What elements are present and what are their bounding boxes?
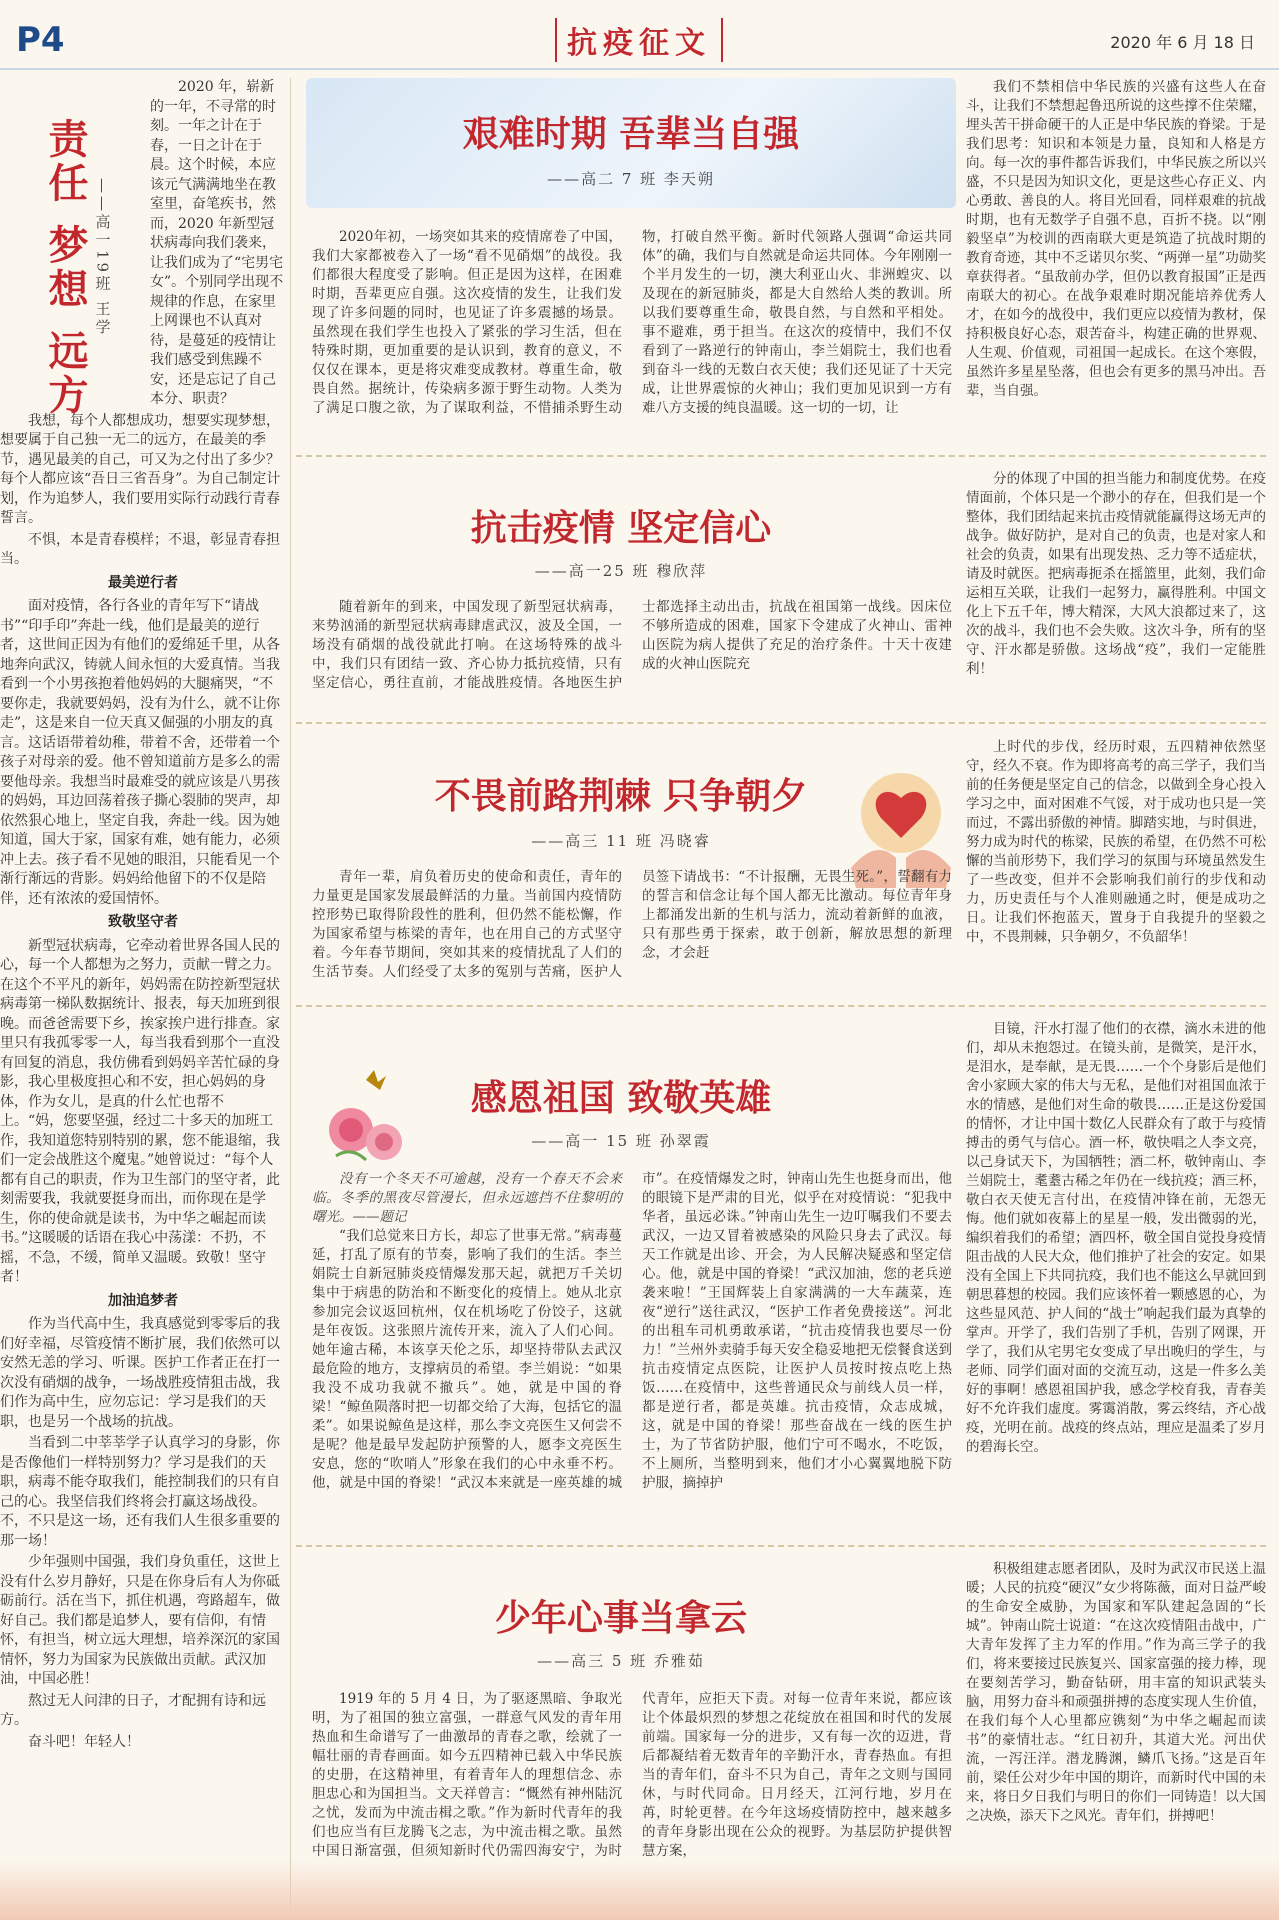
article-2: [296, 470, 1279, 720]
article-byline: ——高一 15 班 孙翠霞: [531, 1132, 711, 1150]
article-side-column: [966, 1560, 1266, 1890]
left-subheading: 致敬坚守者: [108, 914, 178, 930]
article-epigraph: 没有一个冬天不可逾越，没有一个春天不会来临。冬季的黑夜尽管漫长，但永远遮挡不住黎明的曙光。——题记: [312, 1171, 622, 1225]
article-separator: [296, 722, 1266, 724]
article-side-column: [966, 1020, 1266, 1525]
article-side-text: 我们不禁相信中华民族的兴盛有这些人在奋斗，让我们不禁想起鲁迅所说的这些撑不住荣耀，埋头苦干拼命硬干的人正是中华民族的脊梁。于是我们思考：知识和本领是力量，良知和人格是方向。每一次的事件都告诉我们，中华民族之所以兴盛，不只是因为知识文化，更是这些心存正义、内心勇敢、善良的人。将目光回看，同样艰难的抗战时期，也有无数学子自强不息，百折不挠。以“刚毅坚卓”为校训的西南联大更是筑造了抗战时期的教育奇迹，其中不乏诺贝尔奖、“两弹一星”功勋奖章获得者。“虽敌前办学，但仍以教育报国”正是西南联大的初心。在战争艰难时期况能培养优秀人才，在如今的战役中，我们更应以疫情为教材，保持积极良好心态，艰苦奋斗，构建正确的世界观、人生观、价值观，司祖国一起成长。在这个寒假，虽然许多星星坠落，但也会有更多的黑马冲出。吾辈，当自强。: [966, 79, 1266, 399]
left-article-para: 面对疫情，各行各业的青年写下“请战书”“印手印”奔赴一线，他们是最美的逆行者，这世间正因为有他们的爱绵延千里，从各地奔向武汉，铸就人间永恒的大爱真情。当我看到一个小男孩抱着他妈妈的大腿痛哭，“不要你走，我就要妈妈，没有为什么，就不让你走”，这是来自一位天真又倔强的小朋友的真言。这话语带着幼稚，带着不舍，还带着一个孩子对母亲的爱。他不曾知道前方是多么的需要他母亲。我想当时最难受的就应该是八男孩的妈妈，耳边回荡着孩子撕心裂肺的哭声，却依然狠心地上，坚定自我，奔赴一线。因为她知道，国大于家，国家有难，她有能力，必须冲上去。孩子看不见她的眼泪，只能看见一个渐行渐远的背影。妈妈给他留下的不仅是陪伴，还有浓浓的爱国情怀。: [0, 598, 280, 907]
article-side-text: 分的体现了中国的担当能力和制度优势。在疫情面前，个体只是一个渺小的存在，但我们是一个整体，我们团结起来抗击疫情就能赢得这场无声的战争。做好防护，是对自己的负责，也是对家人和社会的负责，如果有出现发热、乏力等不适症状，请及时就医。把病毒扼杀在摇篮里，此刻，我们命运相互关联，让我们一起努力，赢得胜利。中国文化上下五千年，博大精深，大风大浪都过来了，这次的战斗，我们也不会失败。这次斗争，所有的坚守、汗水都是骄傲。这场战“疫”，我们一定能胜利！: [966, 471, 1266, 677]
footer-decoration: [0, 1860, 1279, 1920]
article-5: [296, 1560, 1279, 1890]
left-subheading: 加油追梦者: [108, 1292, 178, 1309]
left-article-para: 少年强则中国强，我们身负重任，这世上没有什么岁月静好，只是在你身后有人为你砥砺前行。活在当下，抓住机遇，弯路超车，做好自己。我们都是追梦人，要有信仰，有情怀，有担当，树立远大理想，培养深沉的家国情怀，努力为国家为民族做出贡献。武汉加油，中国必胜！: [0, 1554, 280, 1687]
left-article-intro: 2020 年，崭新的一年，不寻常的时刻。一年之计在于春，一日之计在于晨。这个时候，本应该元气满满地坐在教室里，奋笔疾书，然而，2020 年新型冠状病毒向我们袭来，让我们成为了“宅男宅女”。个别同学出现不规律的作息，在家里上网课也不认真对待，是蔓延的疫情让我们感受到焦躁不安，还是忘记了自己本分、职责？: [150, 79, 284, 407]
masthead: [0, 0, 1279, 70]
article-byline: ——高三 5 班 乔雅茹: [537, 1652, 705, 1670]
article-separator: [296, 1545, 1266, 1547]
article-4: [296, 1020, 1279, 1530]
left-subheading: 最美逆行者: [108, 574, 178, 591]
section-title: 抗疫征文: [555, 18, 723, 62]
column-divider: [290, 78, 291, 1908]
left-article-para: 作为当代高中生，我真感觉到零零后的我们好幸福，尽管疫情不断扩展，我们依然可以安然无恙的学习、听课。医护工作者正在打一次没有硝烟的战争，一场战胜疫情狙击战，我们作为高中生，应勿忘记：学习是我们的天职，也是另一个战场的抗战。: [0, 1316, 280, 1430]
left-article: [0, 78, 286, 1908]
left-article-para: 我想，每个人都想成功，想要实现梦想，想要属于自己独一无二的远方，在最美的季节，遇见最美的自己，可又为之付出了多少？每个人都应该“吾日三省吾身”。为自己制定计划，作为追梦人，我们要用实际行动践行青春誓言。: [0, 412, 281, 526]
article-body-text: 随着新年的到来，中国发现了新型冠状病毒，来势汹涌的新型冠状病毒肆虐武汉，波及全国，一场没有硝烟的战役就此打响。在这场特殊的战斗中，我们只有团结一致、齐心协力抵抗疫情，只有坚定信心，勇往直前，才能战胜疫情。各地医生护士都选择主动出击，抗战在祖国第一战线。因床位不够所造成的困难，国家下令建成了火神山、雷神山医院为病人提供了充足的治疗条件。十天十夜建成的火神山医院充: [312, 599, 952, 691]
article-headline: 感恩祖国 致敬英雄: [470, 1078, 772, 1119]
article-body-text: 青年一辈，肩负着历史的使命和责任，青年的力量更是国家发展最鲜活的力量。当前国内疫情防控形势已取得阶段性的胜利，但仍然不能松懈，作为国家希望与栋梁的青年，也在用自己的方式坚守着。今年春节期间，突如其来的疫情扰乱了人们的生活节奏。人们经受了太多的冤别与苦痛，医护人员签下请战书：“不计报酬，无畏生死。”，誓翻有力的誓言和信念让每个国人都无比激动。每位青年身上都涌发出新的生机与活力，流动着新鲜的血液，只有那些勇于探索，敢于创新，解放思想的新理念，才会赶: [312, 869, 952, 980]
article-side-column: [966, 738, 1266, 983]
left-article-title: 责任 梦想 远方: [42, 118, 88, 418]
article-banner: [306, 78, 956, 208]
article-body: [312, 598, 952, 716]
left-article-para: 不惧，本是青春模样；不退，彰显青春担当。: [0, 531, 280, 567]
publication-date: 2020 年 6 月 18 日: [1110, 33, 1255, 52]
left-article-para: 当看到二中莘莘学子认真学习的身影，你是否像他们一样特别努力？学习是我们的天职，病毒不能夺取我们，能控制我们的只有自己的心。我坚信我们终将会打赢这场战役。不，不只是这一场，还有我们人生很多重要的那一场！: [0, 1435, 280, 1549]
article-separator: [296, 1005, 1266, 1007]
article-headline: 抗击疫情 坚定信心: [470, 508, 772, 549]
article-byline: ——高一25 班 穆欣萍: [534, 562, 708, 580]
article-headline: 不畏前路荆棘 只争朝夕: [434, 776, 808, 817]
left-article-para: 熬过无人问津的日子，才配拥有诗和远方。: [0, 1692, 266, 1728]
article-side-text: 上时代的步伐，经历时艰，五四精神依然坚守，经久不衰。作为即将高考的高三学子，我们当前的任务便是坚定自己的信念，以做到全身心投入学习之中，面对困难不气馁，对于成功也只是一笑而过，不露出骄傲的神情。脚踏实地，与时俱进，努力成为时代的栋梁，民族的希望，在仍然不可松懈的当前形势下，我们学习的氛围与环境虽然发生了一些改变，但并不会影响我们前行的步伐和动力，历史责任与个人准则融通之时，便是成功之日。让我们怀抱蓝天，置身于自我提升的坚毅之中，不畏荆棘，只争朝夕，不负韶华！: [966, 739, 1266, 945]
page-number: P4: [16, 20, 65, 60]
article-headline: 艰难时期 吾辈当自强: [462, 114, 800, 155]
article-body-text: 2020年初，一场突如其来的疫情席卷了中国，我们大家都被卷入了一场“看不见硝烟”的战役。我们都很大程度受了影响。但正是因为这样，在困难时期，吾辈更应自强。这次疫情的发生，让我们发现了许多问题的同时，也见证了许多震撼的场景。虽然现在我们学生也投入了紧张的学习生活，但在特殊时期，更加重要的是认识到，教育的意义，不仅仅在课本，更是将灾难变成教材。尊重生命，敬畏自然。据统计，传染病多源于野生动物。人类为了满足口腹之欲，为了谋取利益，不惜捕杀野生动物，打破自然平衡。新时代领路人强调“命运共同体”的确，我们与自然就是命运共同体。今年刚刚一个半月发生的一切，澳大利亚山火、非洲蝗灾、以及现在的新冠肺炎，都是大自然给人类的教训。所以我们要尊重生命，敬畏自然，与自然和平相处。事不避难，勇于担当。在这次的疫情中，我们不仅看到了一路逆行的钟南山，李兰娟院士，我们也看到奋斗一线的无数白衣天使；我们还见证了十天完成，让世界震惊的火神山；我们更加见识到一方有难八方支援的纯良温暖。这一切的一切，让: [312, 229, 952, 416]
article-side-text: 积极组建志愿者团队，及时为武汉市民送上温暖；人民的抗疫“硬汉”女少将陈薇，面对日益严峻的生命安全威胁，为国家和军队建起急固的“长城”。钟南山院士说道：“在这次疫情阻击战中，广大青年发挥了主力军的作用。”作为高三学子的我们，将来要接过民族复兴、国家富强的接力棒，现在要刻苦学习，勤奋钻研，用丰富的知识武装头脑，用努力奋斗和顽强拼搏的态度实现人生价值，在我们每个人心里都应镌刻“为中华之崛起而读书”的豪情壮志。“红日初升，其道大光。河出伏流，一泻汪洋。潜龙腾渊，鳞爪飞扬。”这是百年前，梁任公对少年中国的期许，而新时代中国的未来，将日夕日我们与明日的你们一同铸造！以大国之决焕，添天下之风光。青年们，拼搏吧！: [966, 1561, 1266, 1824]
article-byline: ——高二 7 班 李天朔: [547, 170, 715, 188]
article-headline: 少年心事当拿云: [494, 1598, 747, 1639]
article-body-text: “我们总觉来日方长，却忘了世事无常。”病毒蔓延，打乱了原有的节奏，影响了我们的生活。李兰娟院士自新冠肺炎疫情爆发那天起，就把万千关切集中于病患的防治和不断变化的疫情上。她从北京参加完会议返回杭州，仅在机场吃了份饺子，这就是年夜饭。这张照片流传开来，流入了人们心间。她年逾古稀，本该享天伦之乐，却坚持带队去武汉最危险的地方，支撑病员的希望。李兰娟说：“如果我没不成功我就不撤兵”。她，就是中国的脊梁！“鲸鱼陨落时把一切都交给了大海，包括它的温柔”。如果说鲸鱼是这样，那么李文亮医生又何尝不是呢？他是最早发起防护预警的人，愿李文亮医生安息，您的“吹哨人”形象在我们的心中永垂不朽。他，就是中国的脊梁！“武汉本来就是一座英雄的城市”。在疫情爆发之时，钟南山先生也挺身而出，他的眼镜下是严肃的目光，似乎在对疫情说：“犯我中华者，虽远必诛。”钟南山先生一边叮嘱我们不要去武汉，一边又冒着被感染的风险只身去了武汉。每天工作就是出诊、开会，为人民解决疑惑和坚定信心。他，就是中国的脊梁！“武汉加油，您的老兵逆袭来啦！”王国辉装上自家满满的一大车蔬菜，连夜“逆行”送往武汉，“医护工作者免费接送”。河北的出租车司机勇敢承诺，“抗击疫情我也要尽一份力！”兰州外卖骑手每天安全稳妥地把无偿餐食送到抗击疫情定点医院，让医护人员按时按点吃上热饭……在疫情中，这些普通民众与前线人员一样，都是逆行者，都是英雄。抗击疫情，众志成城，这，就是中国的脊梁！那些奋战在一线的医生护士，为了节省防护服，他们宁可不喝水，不吃饭，不上厕所，当整明到来，他们才小心翼翼地脱下防护服，摘掉护: [312, 1171, 952, 1491]
left-article-byline: ——高一19班 王学: [93, 178, 112, 337]
article-body: [312, 228, 952, 433]
article-separator: [296, 455, 1266, 457]
article-1: [296, 78, 1279, 438]
article-side-column: [966, 470, 1266, 715]
article-side-text: 目镜，汗水打湿了他们的衣襟，滴水未进的他们，却从未抱怨过。在镜头前，是微笑，是汗水，是泪水，是奉献，是无畏……一个个身影后是他们舍小家顾大家的伟大与无私，是他们对祖国血浓于水的情感，是他们对生命的敬畏……正是这份爱国的情怀，才让中国十数亿人民群众有了敢于与疫情搏击的勇气与信心。酒一杯，敬快唱之人李文亮，以己身试天下，为国牺牲；酒二杯，敬钟南山、李兰娟院士，耄耋古稀之年仍在一线抗疫；酒三杯，敬白衣天使无言付出，在疫情冲锋在前，无怨无悔。他们就如夜幕上的星星一般，发出微弱的光，编织着我们的希望；酒四杯，敬全国自觉投身疫情阻击战的人民大众，他们推护了社会的安定。如果没有全国上下共同抗疫，我们也不能这么早就回到朝思暮想的校园。我们应该怀着一颗感恩的心，为这些显风范、护人间的“战士”响起我们最为真挚的掌声。开学了，我们告别了手机，告别了网课，开学了，我们从宅男宅女变成了早出晚归的学生，与老师、同学们面对面的交流互动，这是一件多么美好的事啊！感恩祖国护我，感念学校育我，青春美好不允许我们虚度。雾霭消散，雾云终结，齐心战疫，光明在前。战疫的终点站，理应是温柔了岁月的碧海长空。: [966, 1021, 1266, 1455]
article-body-text: 1919 年的 5 月 4 日，为了驱逐黑暗、争取光明，为了祖国的独立富强，一群意气风发的青年用热血和生命谱写了一曲激昂的青春之歌，绘就了一幅壮丽的青春画面。如今五四精神已载入中华民族的史册，在这精神里，有着青年人的理想信念、赤胆忠心和为国担当。文天祥曾言：“慨然有神州陆沉之忧，发而为中流击楫之歌。”作为新时代青年的我们也应当有巨龙腾飞之志，为中流击楫之歌。虽然中国日渐富强，但须知新时代仍需四海安宁，为时代青年，应拒天下责。对每一位青年来说，都应该让个体最炽烈的梦想之花绽放在祖国和时代的发展前端。国家每一分的进步，又有每一次的迈进，背后都凝结着无数青年的辛勤汗水，青春热血。有担当的青年们，奋斗不只为自己，青年之文则与国同休，与时代同命。日月经天，江河行地，岁月在苒，时轮更替。在今年这场疫情防控中，越来越多的青年身影出现在公众的视野。为基层防护提供智慧方案，: [312, 1691, 952, 1859]
article-3: [296, 738, 1279, 986]
left-article-para: 新型冠状病毒，它牵动着世界各国人民的心，每一个人都想为之努力，贡献一臂之力。在这个不平凡的新年，妈妈需在防控新型冠状病毒第一梯队数据统计、报表，每天加班到很晚。而爸爸需要下乡，挨家挨户进行排查。家里只有我孤零零一人，每当我看到那个一直没有回复的消息，我仿佛看到妈妈辛苦忙碌的身影，我心里极度担心和不安，担心妈妈的身体，作为女儿，是真的什么忙也帮不上。“妈，您要坚强，经过二十多天的加班工作，我知道您特别特别的累，您不能退缩，我们一定会战胜这个魔鬼。”她曾说过：“每个人都有自己的职责，作为卫生部门的坚守者，此刻需要我，我就要挺身而出，而你现在是学生，你的使命就是读书，为中华之崛起而读书。”这暖暖的话语在我心中荡漾：不扔，不摇，不急，不缓，简单又温暖。致敬！坚守者！: [0, 937, 280, 1285]
left-article-para: 奋斗吧！年轻人！: [28, 1733, 140, 1750]
article-byline: ——高三 11 班 冯晓睿: [531, 832, 711, 850]
article-body: [312, 868, 952, 983]
article-side-column: [966, 78, 1266, 433]
article-body: [312, 1170, 952, 1525]
